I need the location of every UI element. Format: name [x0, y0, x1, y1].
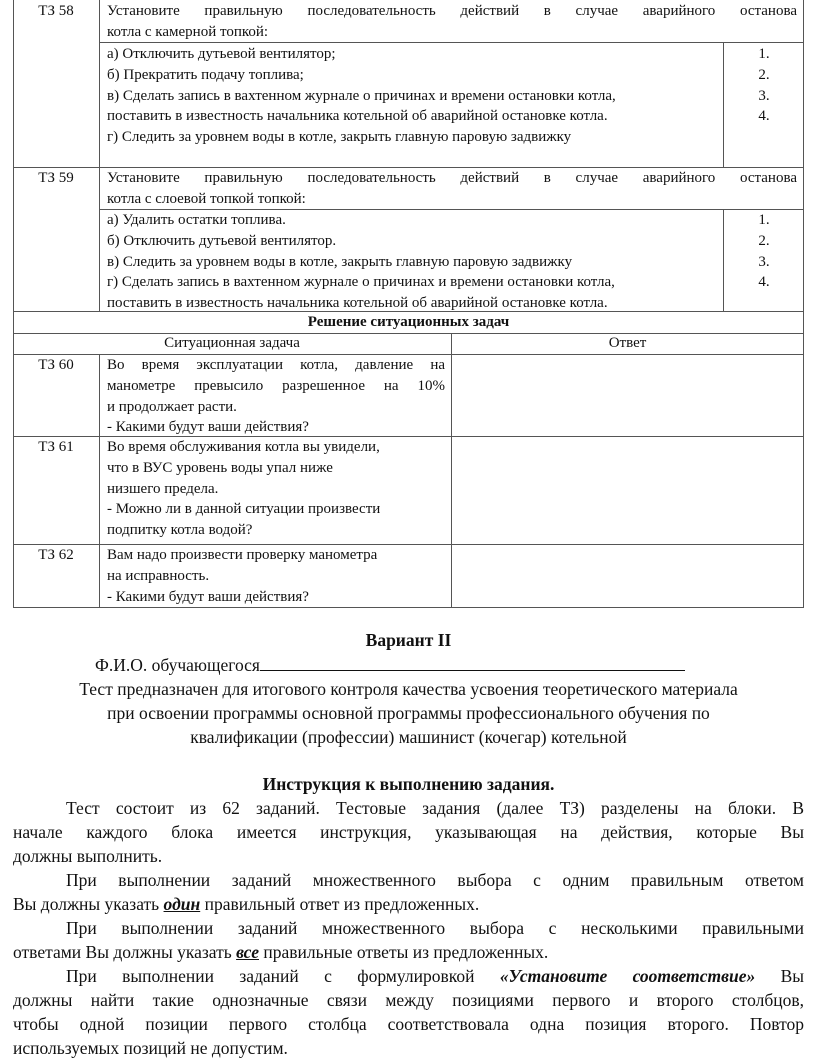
paragraph-line: При выполнении заданий множественного выбора с несколькими правильными [66, 918, 804, 938]
table-border [13, 0, 14, 608]
question-line: котла с слоевой топкой топкой: [107, 190, 306, 207]
order-number: 3. [758, 87, 770, 104]
task-id: ТЗ 61 [38, 439, 74, 455]
task-line: Вам надо произвести проверку манометра [107, 547, 378, 563]
task-line: подпитку котла водой? [107, 522, 253, 539]
table-border [99, 354, 100, 608]
task-id: ТЗ 59 [38, 170, 74, 186]
option: в) Следить за уровнем воды в котле, закрыть главную паровую задвижку [107, 253, 573, 270]
paragraph-line: Тест состоит из 62 заданий. Тестовые задания (далее ТЗ) разделены на блоки. В [66, 798, 804, 818]
answer-cell[interactable] [452, 545, 803, 607]
emphasis: все [236, 942, 259, 962]
task-id: ТЗ 58 [38, 3, 74, 19]
fio-line [95, 652, 735, 677]
task-line: что в ВУС уровень воды упал ниже [107, 459, 333, 476]
question-line: котла с камерной топкой: [107, 23, 269, 40]
option: а) Отключить дутьевой вентилятор; [107, 46, 336, 62]
text: ответами Вы должны указать [13, 942, 237, 962]
task-text [107, 545, 445, 607]
option: в) Сделать запись в вахтенном журнале о причинах и времени остановки котла, [107, 87, 616, 104]
paragraph-line [13, 892, 804, 916]
task-line: и продолжает расти. [107, 398, 237, 415]
option: г) Следить за уровнем воды в котле, закрыть главную паровую задвижку [107, 129, 572, 146]
column-header-answer: Ответ [608, 335, 647, 351]
option: г) Сделать запись в вахтенном журнале о причинах и времени остановки котла, [107, 274, 615, 291]
task-question [107, 1, 797, 43]
variant-title: Вариант II [365, 630, 452, 650]
emphasis: один [163, 894, 201, 914]
order-number: 4. [758, 108, 770, 125]
fio-input[interactable] [260, 652, 685, 671]
table-border [99, 0, 100, 311]
option: б) Отключить дутьевой вентилятор. [107, 232, 337, 249]
option: а) Удалить остатки топлива. [107, 212, 286, 228]
order-number: 1. [758, 212, 770, 228]
task-options [107, 44, 719, 148]
emphasis: «Установите соответствие» [499, 966, 756, 986]
task-text [107, 437, 445, 541]
intro-line: Тест предназначен для итогового контроля качества усвоения теоретического материала [79, 679, 738, 699]
paragraph-line: используемых позиций не допустим. [13, 1038, 288, 1058]
order-numbers [724, 44, 804, 127]
text: Вы должны указать [13, 894, 164, 914]
order-number: 4. [758, 274, 770, 291]
task-line: Во время эксплуатации котла, давление на [107, 357, 445, 373]
task-text [107, 355, 445, 438]
task-id: ТЗ 60 [38, 357, 74, 373]
order-numbers [724, 210, 804, 293]
order-number: 2. [758, 232, 770, 249]
paragraph-line: начале каждого блока имеется инструкция, указывающая на действия, которые Вы [13, 822, 804, 842]
order-number: 1. [758, 46, 770, 62]
task-id: ТЗ 62 [38, 547, 74, 563]
instruction-body [13, 796, 804, 1059]
instruction-title: Инструкция к выполнению задания. [262, 774, 555, 794]
fio-label: Ф.И.О. обучающегося [95, 655, 260, 675]
order-number: 3. [758, 253, 770, 270]
option: поставить в известность начальника котельной об аварийной остановке котла. [107, 108, 608, 125]
question-line: Установите правильную последовательность действий в случае аварийного останова [107, 170, 797, 186]
task-options [107, 210, 719, 314]
task-line: - Какими будут ваши действия? [107, 419, 309, 436]
task-line: - Можно ли в данной ситуации произвести [107, 501, 381, 518]
text: правильные ответы из предложенных. [258, 942, 549, 962]
option: б) Прекратить подачу топлива; [107, 66, 304, 83]
section-title: Решение ситуационных задач [307, 314, 510, 330]
task-question [107, 168, 797, 210]
order-number: 2. [758, 66, 770, 83]
column-header-task: Ситуационная задача [164, 335, 300, 351]
task-line: низшего предела. [107, 480, 219, 497]
text: При выполнении заданий с формулировкой [66, 966, 500, 986]
paragraph-line: должны найти такие однозначные связи между позициями первого и второго столбцов, [13, 990, 804, 1010]
option: поставить в известность начальника котельной об аварийной остановке котла. [107, 295, 608, 312]
paragraph-line: При выполнении заданий множественного выбора с одним правильным ответом [66, 870, 804, 890]
paragraph-line: должны выполнить. [13, 846, 163, 866]
intro-line: при освоении программы основной программы профессионального обучения по [107, 703, 710, 723]
paragraph-line: чтобы одной позиции первого столбца соответствовала одна позиция второго. Повтор [13, 1014, 804, 1034]
paragraph-line [13, 940, 804, 964]
question-line: Установите правильную последовательность действий в случае аварийного останова [107, 3, 797, 19]
answer-cell[interactable] [452, 355, 803, 436]
task-line: - Какими будут ваши действия? [107, 588, 309, 605]
intro-line: квалификации (профессии) машинист (кочегар) котельной [190, 727, 627, 747]
task-line: Во время обслуживания котла вы увидели, [107, 439, 380, 455]
text: правильный ответ из предложенных. [200, 894, 480, 914]
task-line: манометре превысило разрешенное на 10% [107, 377, 445, 394]
text: Вы [755, 966, 804, 986]
task-line: на исправность. [107, 567, 210, 584]
answer-cell[interactable] [452, 437, 803, 544]
paragraph-line [13, 964, 804, 988]
intro [13, 677, 804, 749]
